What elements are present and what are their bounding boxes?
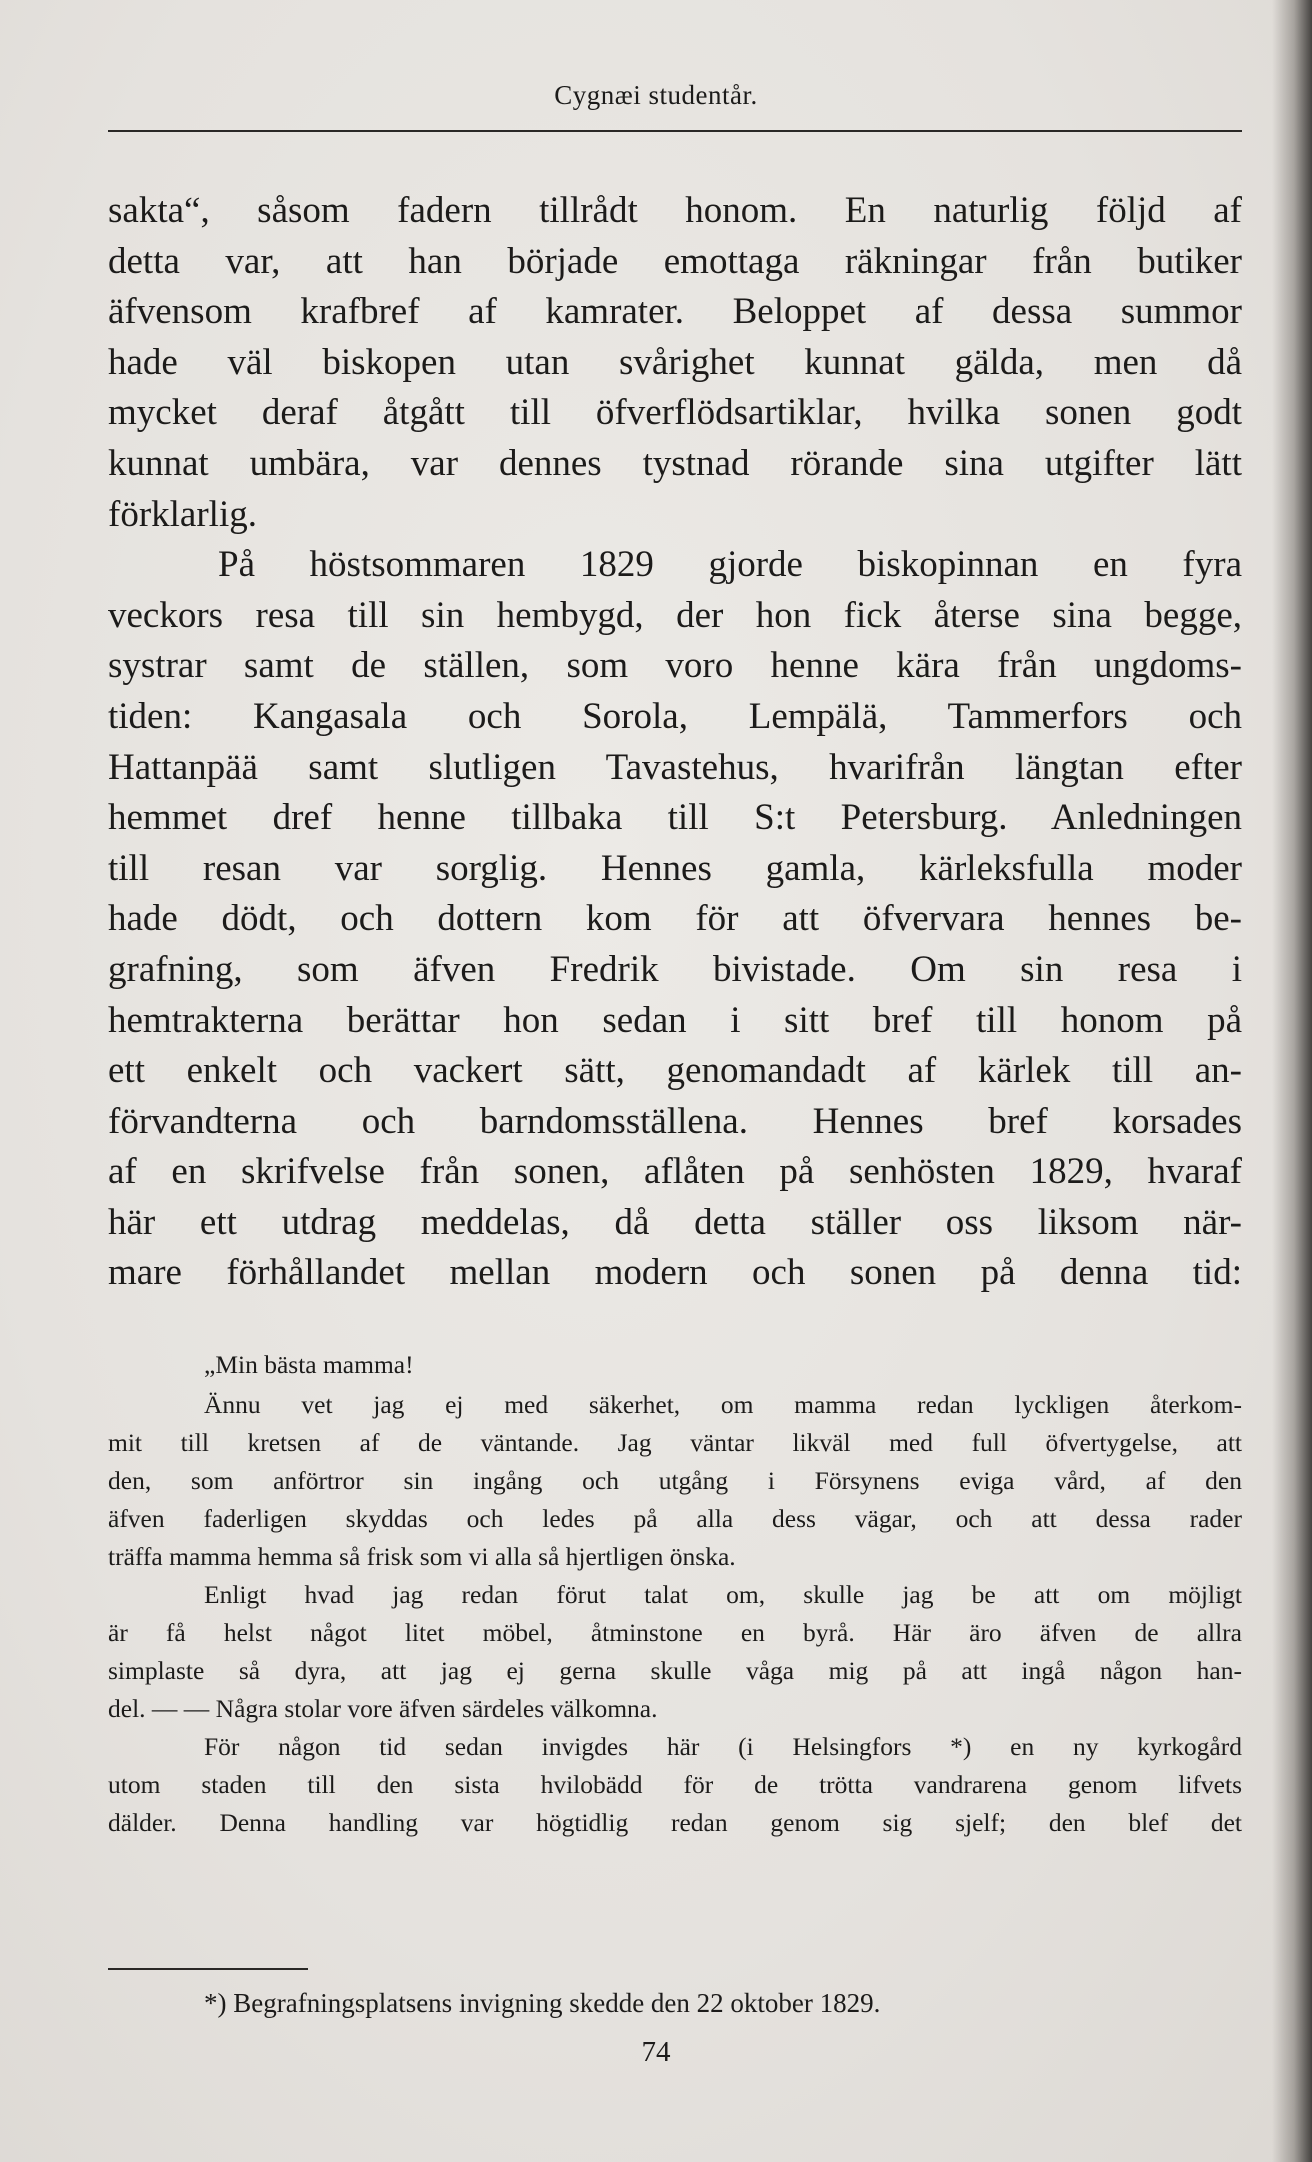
letter-salutation: „Min bästa mamma!: [204, 1350, 414, 1379]
footnote: *) Begrafningsplatsens invigning skedde den 22 oktober 1829.: [204, 1988, 881, 2018]
body-line: Hattanpää samt slutligen Tavastehus, hvarifrån längtan efter: [108, 746, 1242, 788]
body-line: till resan var sorglig. Hennes gamla, kärleksfulla moder: [108, 847, 1242, 889]
body-line: här ett utdrag meddelas, då detta ställer oss liksom när-: [108, 1201, 1242, 1243]
letter-line: del. — — Några stolar vore äfven särdeles välkomna.: [108, 1694, 658, 1723]
body-line: grafning, som äfven Fredrik bivistade. Om sin resa i: [108, 948, 1242, 990]
body-line: veckors resa till sin hembygd, der hon fick återse sina begge,: [108, 594, 1242, 636]
body-line: mycket deraf åtgått till öfverflödsartiklar, hvilka sonen godt: [108, 392, 1242, 434]
letter-line: äfven faderligen skyddas och ledes på alla dess vägar, och att dessa rader: [108, 1504, 1242, 1533]
running-head: Cygnæi studentår.: [554, 80, 758, 110]
body-line: ett enkelt och vackert sätt, genomandadt af kärlek till an-: [108, 1050, 1242, 1092]
page-edge-shadow: [1272, 0, 1312, 2162]
letter-line: simplaste så dyra, att jag ej gerna skulle våga mig på att ingå någon han-: [108, 1656, 1242, 1685]
page-number: 74: [641, 2036, 671, 2068]
letter-line: mit till kretsen af de väntande. Jag väntar likväl med full öfvertygelse, att: [108, 1428, 1242, 1457]
body-line: tiden: Kangasala och Sorola, Lempälä, Tammerfors och: [108, 695, 1242, 737]
body-line: systrar samt de ställen, som voro henne kära från ungdoms-: [108, 645, 1242, 687]
letter-line: Enligt hvad jag redan förut talat om, skulle jag be att om möjligt: [204, 1580, 1242, 1609]
letter-line: dälder. Denna handling var högtidlig redan genom sig sjelf; den blef det: [108, 1808, 1242, 1837]
body-line: förvandterna och barndomsställena. Hennes bref korsades: [108, 1100, 1242, 1142]
body-line: hemmet dref henne tillbaka till S:t Petersburg. Anledningen: [108, 797, 1242, 839]
letter-line: För någon tid sedan invigdes här (i Helsingfors *) en ny kyrkogård: [204, 1732, 1242, 1761]
letter-excerpt: [108, 1344, 1242, 1842]
body-line: detta var, att han började emottaga räkningar från butiker: [108, 240, 1242, 282]
body-line: hemtrakterna berättar hon sedan i sitt bref till honom på: [108, 999, 1242, 1041]
body-line: hade väl biskopen utan svårighet kunnat gälda, men då: [108, 341, 1242, 383]
body-line: hade dödt, och dottern kom för att öfvervara hennes be-: [108, 898, 1242, 940]
body-line: kunnat umbära, var dennes tystnad rörande sina utgifter lätt: [108, 442, 1242, 484]
body-line: sakta“, såsom fadern tillrådt honom. En naturlig följd af: [108, 190, 1242, 231]
footnote-rule: [108, 1968, 308, 1970]
letter-line: den, som anförtror sin ingång och utgång i Försynens eviga vård, af den: [108, 1466, 1242, 1495]
header-rule: [108, 130, 1242, 132]
body-line: af en skrifvelse från sonen, aflåten på senhösten 1829, hvaraf: [108, 1151, 1242, 1193]
letter-line: Ännu vet jag ej med säkerhet, om mamma redan lyckligen återkom-: [204, 1390, 1242, 1419]
body-line: mare förhållandet mellan modern och sonen på denna tid:: [108, 1252, 1242, 1294]
letter-line: utom staden till den sista hvilobädd för de trötta vandrarena genom lifvets: [108, 1770, 1242, 1799]
body-line: äfvensom krafbref af kamrater. Beloppet af dessa summor: [108, 291, 1242, 333]
letter-line: träffa mamma hemma så frisk som vi alla så hjertligen önska.: [108, 1542, 736, 1571]
body-line: På höstsommaren 1829 gjorde biskopinnan en fyra: [218, 544, 1242, 586]
letter-line: är få helst något litet möbel, åtminstone en byrå. Här äro äfven de allra: [108, 1618, 1242, 1647]
body-line: förklarlig.: [108, 493, 257, 535]
body-text: [108, 186, 1242, 1299]
